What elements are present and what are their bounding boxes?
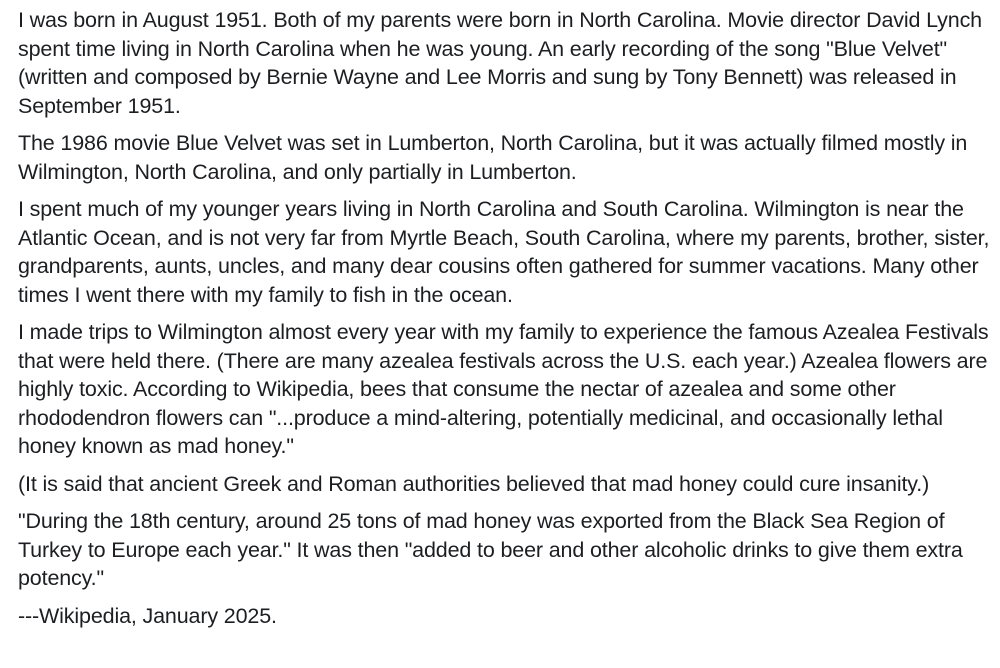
paragraph-azealea-festivals: I made trips to Wilmington almost every year with my family to experience the famous Azealea Festivals that were held there. (There are many azealea festivals across the U.S. each year.) Azealea flowers are highly toxic. According to Wikipedia, bees that consume the nectar of azealea and some other rhododendron flowers can "...produce a mind-altering, potentially medicinal, and occasionally lethal honey known as mad honey." bbox=[18, 320, 989, 458]
paragraph-citation: ---Wikipedia, January 2025. bbox=[18, 603, 277, 628]
paragraph-birth: I was born in August 1951. Both of my parents were born in North Carolina. Movie director David Lynch spent time living in North Carolina when he was young. An early recording of the song "Blue Velvet" (written and composed by Bernie Wayne and Lee Morris and sung by Tony Bennett) was released in September 1951. bbox=[18, 8, 982, 118]
paragraph-carolinas: I spent much of my younger years living in North Carolina and South Carolina. Wilmington is near the Atlantic Ocean, and is not very far from Myrtle Beach, South Carolina, where my parents, brother, sister, grandparents, aunts, uncles, and many dear cousins often gathered for summer vacations. Many other times I went there with my family to fish in the ocean. bbox=[18, 197, 990, 307]
paragraph-blue-velvet-movie: The 1986 movie Blue Velvet was set in Lumberton, North Carolina, but it was actually filmed mostly in Wilmington, North Carolina, and only partially in Lumberton. bbox=[18, 131, 968, 184]
paragraph-mad-honey-export: "During the 18th century, around 25 tons of mad honey was exported from the Black Sea Region of Turkey to Europe each year." It was then "added to beer and other alcoholic drinks to give them extra potency." bbox=[18, 509, 963, 590]
post-body bbox=[18, 6, 993, 639]
paragraph-insanity: (It is said that ancient Greek and Roman authorities believed that mad honey could cure insanity.) bbox=[18, 471, 930, 496]
